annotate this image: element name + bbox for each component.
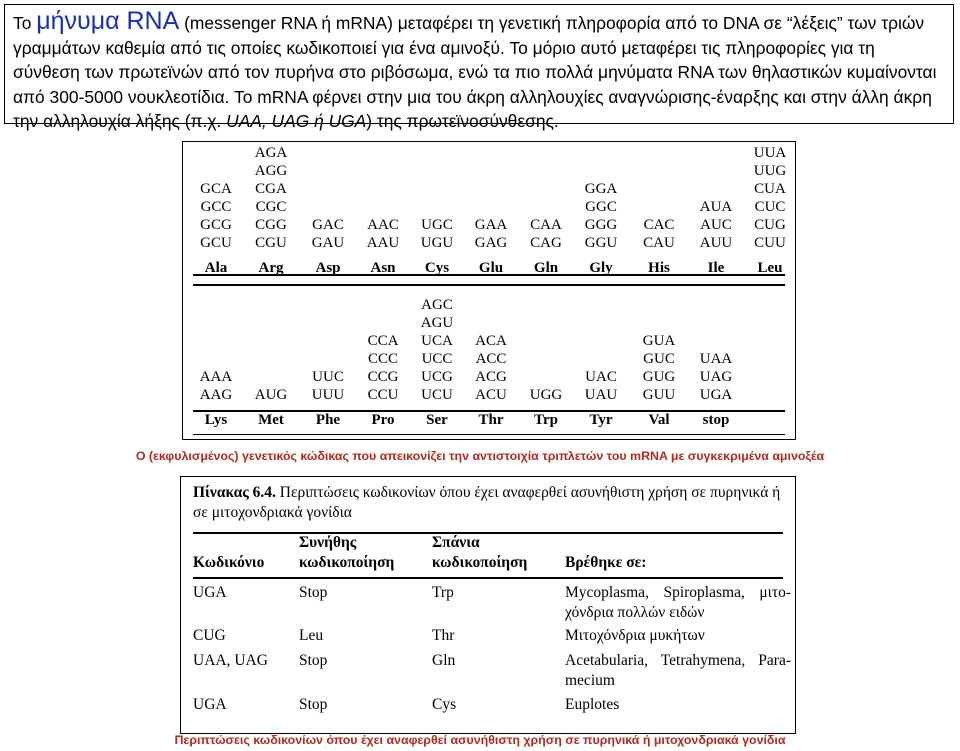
amino-acid-asp: Asp <box>315 260 341 276</box>
amino-acid-lys: Lys <box>204 412 228 428</box>
amino-acid-tyr: Tyr <box>589 412 613 428</box>
codon-gaa: GAA <box>474 217 508 233</box>
intro-text-box <box>4 4 954 131</box>
row1-codon: UGA <box>193 584 227 601</box>
codon-uga: UGA <box>699 387 733 403</box>
amino-acid-trp: Trp <box>534 412 558 428</box>
amino-acid-ala: Ala <box>204 260 228 276</box>
codon-uca: UCA <box>421 333 453 349</box>
codon-aac: AAC <box>367 217 399 233</box>
codon-aca: ACA <box>475 333 507 349</box>
codon-ccc: CCC <box>367 351 398 367</box>
codon-guc: GUC <box>643 351 675 367</box>
amino-acid-ser: Ser <box>426 412 448 428</box>
table-number: Πίνακας 6.4. <box>193 484 276 501</box>
table-rule <box>193 577 783 579</box>
codon-gau: GAU <box>311 235 345 251</box>
codon-uuu: UUU <box>311 387 345 403</box>
codon-ugu: UGU <box>420 235 454 251</box>
codon-acg: ACG <box>475 369 507 385</box>
genetic-code-caption: Ο (εκφυλισμένος) γενετικός κώδικας που απεικονίζει την αντιστοιχία τριπλετών του mRNA με συγκεκριμένα αμινοξέα <box>135 449 825 463</box>
intro-text: ) της πρωτεϊνοσύνθεσης. <box>366 111 559 131</box>
row3-codon: UAA, UAG <box>193 652 268 669</box>
row3-rare: Gln <box>432 652 456 669</box>
amino-acid-cys: Cys <box>424 260 450 276</box>
amino-acid-glu: Glu <box>478 260 504 276</box>
amino-acid-met: Met <box>258 412 284 428</box>
codon-agg: AGG <box>254 163 288 179</box>
amino-acid-val: Val <box>648 412 670 428</box>
codon-auc: AUC <box>700 217 732 233</box>
codon-cgu: CGU <box>255 235 287 251</box>
codon-ugg: UGG <box>529 387 563 403</box>
amino-acid-gln: Gln <box>533 260 559 276</box>
codon-ucg: UCG <box>421 369 453 385</box>
row1-rare: Trp <box>432 584 454 601</box>
amino-acid-his: His <box>648 260 670 276</box>
table-rule <box>193 284 785 286</box>
table-title <box>193 483 789 523</box>
intro-text: (messenger RNA ή mRNA) μεταφέρει τη γενετική πληροφορία από το DNA σε “λέξεις” των τριών γραμμάτων καθεμία από τις οποίες κωδικοποιεί για ένα αμινοξύ. Το μόριο αυτό μεταφέρει τις πληροφορίες για τη σύνθεση των πρωτεϊνών από τον πυρήνα στο ριβόσωμα, ενώ τα πιο πολλά μηνύματα RNA των θηλαστικών κυμαίνονται από 300-5000 νουκλεοτίδια. Το mRNA φέρνει στην μια του άκρη αλληλουχίες αναγνώρισης-έναρξης και στην άλλη άκρη την αλληλουχία λήξης (π.χ. <box>13 13 937 131</box>
row2-rare: Thr <box>432 627 455 644</box>
codon-cuu: CUU <box>754 235 786 251</box>
row1-usual: Stop <box>299 584 328 601</box>
unusual-codons-table <box>180 476 796 734</box>
codon-uaa: UAA <box>699 351 733 367</box>
codon-cug: CUG <box>754 217 786 233</box>
codon-aua: AUA <box>699 199 733 215</box>
header-found-in: Βρέθηκε σε: <box>565 554 647 571</box>
codon-cuc: CUC <box>754 199 786 215</box>
amino-acid-arg: Arg <box>258 260 284 276</box>
codon-acu: ACU <box>475 387 507 403</box>
row4-usual: Stop <box>299 696 328 713</box>
amino-acid-gly: Gly <box>589 260 613 276</box>
codon-uau: UAU <box>584 387 618 403</box>
codon-ugc: UGC <box>421 217 453 233</box>
codon-gag: GAG <box>474 235 508 251</box>
codon-uag: UAG <box>699 369 733 385</box>
row3-usual: Stop <box>299 652 328 669</box>
codon-ccu: CCU <box>367 387 399 403</box>
amino-acid-pro: Pro <box>371 412 395 428</box>
genetic-code-table <box>182 141 796 440</box>
codon-auu: AUU <box>699 235 733 251</box>
row2-usual: Leu <box>299 627 324 644</box>
amino-acid-asn: Asn <box>370 260 396 276</box>
codon-acc: ACC <box>475 351 507 367</box>
amino-acid-ile: Ile <box>707 260 725 276</box>
codon-cca: CCA <box>367 333 399 349</box>
table-title-text: Περιπτώσεις κωδικονίων όπου έχει αναφερθεί ασυνήθιστη χρήση σε πυρηνικά ή σε μιτοχονδριακά γονίδια <box>193 484 781 521</box>
table-rule <box>193 434 785 435</box>
codon-agc: AGC <box>421 297 453 313</box>
header-rare: Σπάνια κωδικοποίηση <box>432 534 528 571</box>
amino-acid-stop: stop <box>702 412 730 428</box>
amino-acid-thr: Thr <box>478 412 504 428</box>
codon-cgc: CGC <box>255 199 287 215</box>
intro-text: Το <box>13 13 37 33</box>
codon-cag: CAG <box>530 235 562 251</box>
codon-gug: GUG <box>642 369 676 385</box>
codon-uua: UUA <box>753 145 787 161</box>
codon-aau: AAU <box>366 235 400 251</box>
codon-aug: AUG <box>254 387 288 403</box>
header-codon: Κωδικόνιο <box>193 554 265 571</box>
codon-aaa: AAA <box>199 369 233 385</box>
codon-cau: CAU <box>643 235 675 251</box>
row4-rare: Cys <box>432 696 457 713</box>
codon-cac: CAC <box>643 217 675 233</box>
codon-caa: CAA <box>530 217 562 233</box>
row3-found: Acetabularia, Tetrahymena, Para-mecium <box>565 652 791 689</box>
unusual-codons-caption: Περιπτώσεις κωδικονίων όπου έχει αναφερθεί ασυνήθιστη χρήση σε πυρηνικά ή μιτοχονδριακά γονίδια <box>174 733 786 747</box>
row1-found: Mycoplasma, Spiroplasma, μιτο-χόνδρια πολλών ειδών <box>565 584 791 621</box>
codon-cua: CUA <box>754 181 786 197</box>
codon-guu: GUU <box>642 387 676 403</box>
stop-codons-italic: UAA, UAG ή UGA <box>226 111 367 131</box>
codon-gcc: GCC <box>200 199 232 215</box>
codon-ccg: CCG <box>367 369 399 385</box>
codon-gua: GUA <box>642 333 676 349</box>
header-usual: Συνήθης κωδικοποίηση <box>299 534 395 571</box>
row2-codon: CUG <box>193 627 226 644</box>
mrna-highlight: μήνυμα RNA <box>36 7 180 35</box>
codon-agu: AGU <box>420 315 454 331</box>
codon-gac: GAC <box>312 217 344 233</box>
codon-gcg: GCG <box>200 217 232 233</box>
codon-aga: AGA <box>254 145 288 161</box>
codon-uac: UAC <box>585 369 617 385</box>
row4-codon: UGA <box>193 696 227 713</box>
codon-ggu: GGU <box>584 235 618 251</box>
codon-aag: AAG <box>199 387 233 403</box>
codon-cgg: CGG <box>255 217 287 233</box>
amino-acid-phe: Phe <box>315 412 341 428</box>
codon-ucu: UCU <box>421 387 453 403</box>
row2-found: Μιτοχόνδρια μυκήτων <box>565 627 705 644</box>
codon-gcu: GCU <box>200 235 232 251</box>
codon-gca: GCA <box>200 181 232 197</box>
codon-ggg: GGG <box>584 217 618 233</box>
codon-uuc: UUC <box>312 369 344 385</box>
codon-gga: GGA <box>584 181 618 197</box>
codon-ucc: UCC <box>421 351 453 367</box>
row4-found: Euplotes <box>565 696 620 713</box>
amino-acid-leu: Leu <box>757 260 783 276</box>
codon-uug: UUG <box>753 163 787 179</box>
codon-cga: CGA <box>255 181 287 197</box>
codon-ggc: GGC <box>585 199 617 215</box>
